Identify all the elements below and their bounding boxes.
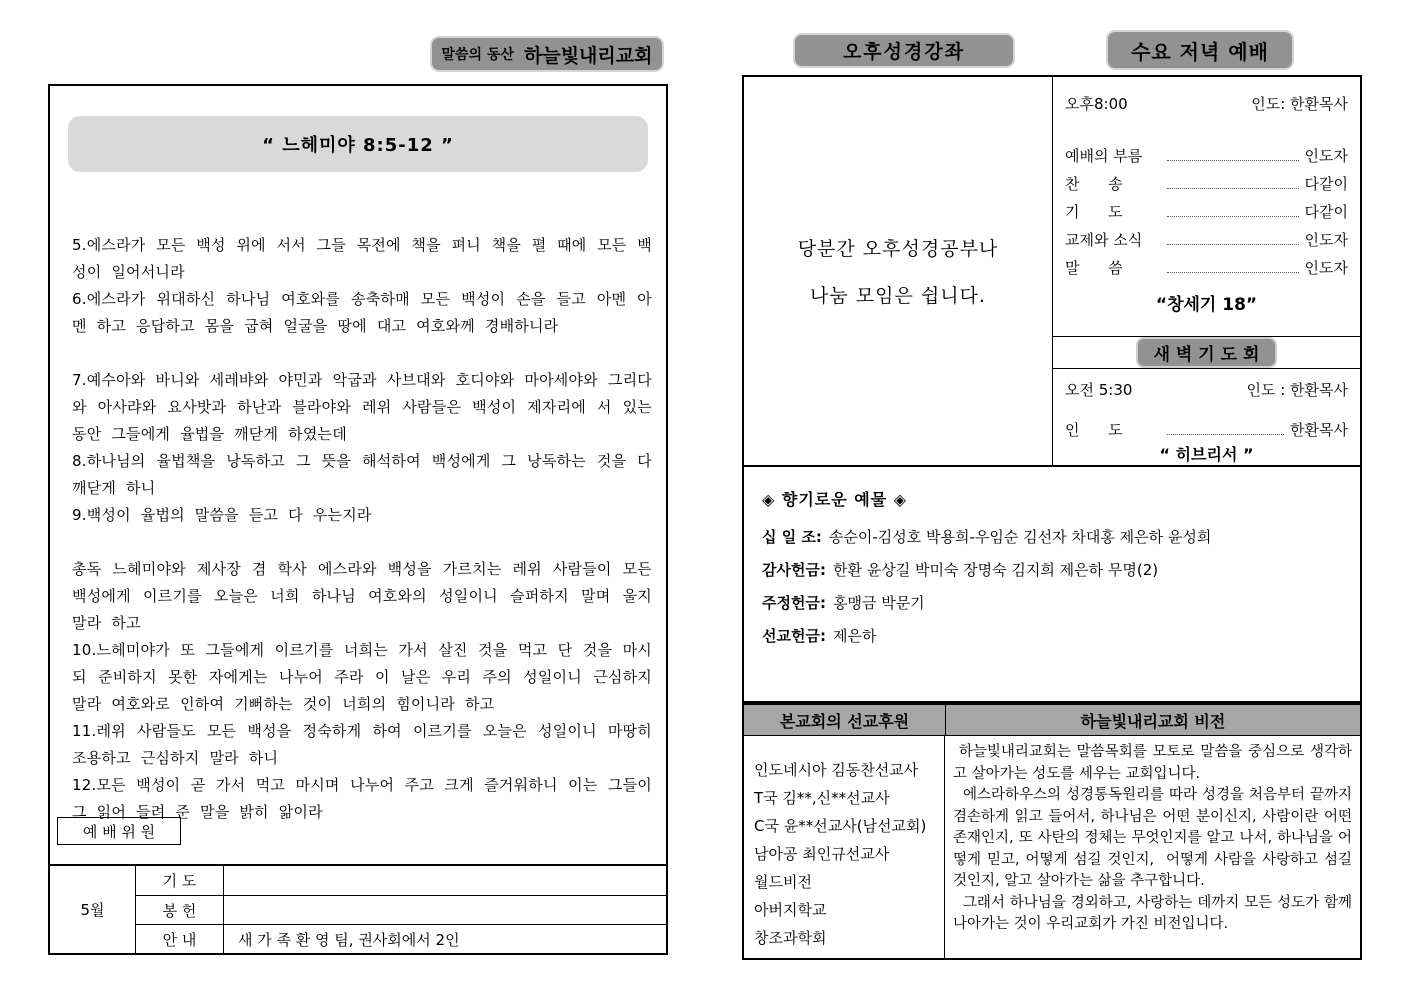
mission-item: 남아공 최인규선교사 xyxy=(754,845,890,863)
committee-row-value: 새 가 족 환 영 팀, 권사회에서 2인 xyxy=(223,924,666,953)
order-row xyxy=(1063,412,1350,440)
missions-vision-body xyxy=(744,736,1360,958)
vision-paragraph: 에스라하우스의 성경통독원리를 따라 성경을 처음부터 끝까지 겸손하게 읽고 들어서, 하나님은 어떤 분이신지, 사람이란 어떤 존재인지, 또 사탄의 정체는 무엇인지를 알고 나서, 하나님을 어떻게 믿고, 어떻게 섬길 것인지, 어떻게 사람을 사랑하고 섬길 것인지, 알고 살아가는 삶을 추구합니다. xyxy=(953,787,1357,889)
afternoon-bible-class-badge: 오후성경강좌 xyxy=(795,35,1013,66)
scripture-verse: 11.레위 사람들도 모든 백성을 정숙하게 하여 이르기를 오늘은 성일이니 마땅히 조용하고 근심하지 말라 하니 xyxy=(72,722,652,767)
order-item-by: 인도자 xyxy=(1304,259,1348,277)
missions-list xyxy=(744,736,945,958)
offering-type-label: 감사헌금: xyxy=(762,561,826,579)
church-name-badge xyxy=(432,38,662,70)
service-time: 오후8:00 xyxy=(1065,95,1128,113)
missions-vision-table xyxy=(742,703,1362,960)
committee-row-label: 기 도 xyxy=(135,866,223,895)
scripture-verse: 6.에스라가 위대하신 하나님 여호와를 송축하매 모든 백성이 손을 들고 아멘 아멘 하고 응답하고 몸을 굽혀 얼굴을 땅에 대고 여호와께 경배하니라 xyxy=(72,290,652,335)
badge-prefix: 말씀의 동산 xyxy=(441,47,514,63)
mission-item: T국 김**,신**선교사 xyxy=(754,789,890,807)
vision-paragraph: 그래서 하나님을 경외하고, 사랑하는 데까지 모든 성도가 함께 나아가는 것이 우리교회가 가진 비전입니다. xyxy=(953,894,1357,932)
committee-row-label: 안 내 xyxy=(135,924,223,953)
dotted-leader xyxy=(1167,272,1299,273)
worship-committee-label: 예 배 위 원 xyxy=(57,817,181,845)
dawn-leader: 인도 : 한환목사 xyxy=(1246,381,1348,399)
scripture-verse: 12.모든 백성이 곧 가서 먹고 마시며 나누어 주고 크게 즐거워하니 이는 그들이 그 읽어 들려 준 말을 밝히 앎이라 xyxy=(72,776,652,821)
committee-row-label: 봉 헌 xyxy=(135,895,223,924)
dawn-prayer-section xyxy=(1053,369,1360,465)
notice-line: 나눔 모임은 쉽니다. xyxy=(810,285,986,307)
service-time-row xyxy=(1063,93,1350,114)
order-item-by: 인도자 xyxy=(1304,147,1348,165)
scripture-verse: 5.에스라가 모든 백성 위에 서서 그들 목전에 책을 펴니 책을 펼 때에 모든 백성이 일어서니라 xyxy=(72,236,652,281)
scripture-title-pill xyxy=(68,116,648,172)
offering-names: 한환 윤상길 박미숙 장명숙 김지희 제은하 무명(2) xyxy=(832,561,1159,579)
offering-type-label: 십 일 조: xyxy=(762,528,822,546)
order-item-label: 기 도 xyxy=(1065,203,1123,221)
notice-line: 당분간 오후성경공부나 xyxy=(797,238,999,260)
dawn-time-row xyxy=(1063,379,1350,400)
offering-row xyxy=(762,592,1342,613)
right-page-top-table xyxy=(742,75,1362,467)
order-item-label: 찬 송 xyxy=(1065,175,1123,193)
mission-item: 창조과학회 xyxy=(754,929,827,947)
mission-item: 월드비전 xyxy=(754,873,812,891)
order-item-by: 다같이 xyxy=(1304,203,1348,221)
offering-type-label: 주정헌금: xyxy=(762,594,826,612)
wednesday-service-cell xyxy=(1053,77,1360,465)
offering-names: 송순이-김성호 박용희-우임순 김선자 차대홍 제은하 윤성희 xyxy=(828,528,1212,546)
scripture-verse: 9.백성이 율법의 말씀을 듣고 다 우는지라 xyxy=(72,506,372,524)
committee-row-value xyxy=(223,866,666,895)
scripture-text-block xyxy=(72,232,652,826)
order-item-by: 다같이 xyxy=(1304,175,1348,193)
order-of-worship xyxy=(1063,138,1350,278)
order-item-by: 한환목사 xyxy=(1290,421,1348,439)
left-page xyxy=(48,84,668,955)
order-item-label: 교제와 소식 xyxy=(1065,231,1143,249)
order-item-by: 인도자 xyxy=(1304,231,1348,249)
order-row xyxy=(1063,166,1350,194)
dawn-time: 오전 5:30 xyxy=(1065,381,1133,399)
order-row xyxy=(1063,194,1350,222)
scripture-verse: 총독 느헤미야와 제사장 겸 학사 에스라와 백성을 가르치는 레위 사람들이 모든 백성에게 이르기를 오늘은 너희 하나님 여호와의 성일이니 슬퍼하지 말며 울지 말라 하고 xyxy=(72,560,652,632)
sermon-passage: “창세기 18” xyxy=(1155,295,1258,315)
offering-names: 제은하 xyxy=(832,627,877,645)
order-item-label: 말 씀 xyxy=(1065,259,1123,277)
order-row xyxy=(1063,222,1350,250)
mission-item: 아버지학교 xyxy=(754,901,827,919)
vision-header: 하늘빛내리교회 비전 xyxy=(1080,711,1226,731)
mission-item: 인도네시아 김동찬선교사 xyxy=(754,761,919,779)
missions-vision-header-row xyxy=(744,705,1360,736)
dotted-leader xyxy=(1167,216,1299,217)
offering-type-label: 선교헌금: xyxy=(762,627,826,645)
scripture-verse: 7.예수아와 바니와 세레뱌와 야민과 악굽과 사브대와 호디야와 마아세야와 그리다와 아사랴와 요사밧과 하난과 블라야와 레위 사람들은 백성이 제자리에 서 있는 동안 그들에게 율법을 깨닫게 하였는데 xyxy=(72,371,652,443)
bible-class-notice-cell xyxy=(744,77,1053,465)
committee-row-value xyxy=(223,895,666,924)
dotted-leader xyxy=(1167,160,1299,161)
offerings-section xyxy=(742,467,1362,703)
mission-item: C국 윤**선교사(남선교회) xyxy=(754,817,927,835)
order-item-label: 예배의 부름 xyxy=(1065,147,1143,165)
dawn-prayer-badge: 새 벽 기 도 회 xyxy=(1138,339,1276,366)
order-row xyxy=(1063,250,1350,278)
vision-paragraph: 하늘빛내리교회는 말씀목회를 모토로 말씀을 중심으로 생각하고 살아가는 성도를 세우는 교회입니다. xyxy=(953,744,1353,782)
scripture-verse: 8.하나님의 율법책을 낭독하고 그 뜻을 해석하여 백성에게 그 낭독하는 것을 다 깨닫게 하니 xyxy=(72,452,652,497)
worship-committee-table xyxy=(48,864,668,955)
dawn-prayer-header-row xyxy=(1053,336,1360,369)
dotted-leader xyxy=(1167,434,1284,435)
offerings-title: ◈ 향기로운 예물 ◈ xyxy=(762,490,908,509)
badge-church-name: 하늘빛내리교회 xyxy=(524,44,653,67)
wednesday-service-order xyxy=(1053,77,1360,336)
scripture-title: “ 느헤미야 8:5-12 ” xyxy=(262,135,454,156)
offering-row xyxy=(762,526,1342,547)
offering-row xyxy=(762,559,1342,580)
vision-text xyxy=(945,736,1360,958)
offering-names: 홍맹금 박문기 xyxy=(832,594,925,612)
offering-row xyxy=(762,625,1342,646)
dawn-sermon-passage: “ 히브리서 ” xyxy=(1159,445,1254,464)
dotted-leader xyxy=(1167,188,1299,189)
order-row xyxy=(1063,138,1350,166)
scripture-verse: 10.느헤미야가 또 그들에게 이르기를 너희는 가서 살진 것을 먹고 단 것을 마시되 준비하지 못한 자에게는 나누어 주라 이 날은 우리 주의 성일이니 근심하지 말라 여호와로 인하여 기뻐하는 것이 너희의 힘이니라 하고 xyxy=(72,641,652,713)
missions-header: 본교회의 선교후원 xyxy=(744,705,946,735)
committee-month-cell: 5월 xyxy=(80,901,105,919)
wednesday-evening-service-badge: 수요 저녁 예배 xyxy=(1108,32,1292,68)
dotted-leader xyxy=(1167,244,1299,245)
service-leader: 인도: 한환목사 xyxy=(1251,95,1348,113)
order-item-label: 인 도 xyxy=(1065,421,1123,439)
